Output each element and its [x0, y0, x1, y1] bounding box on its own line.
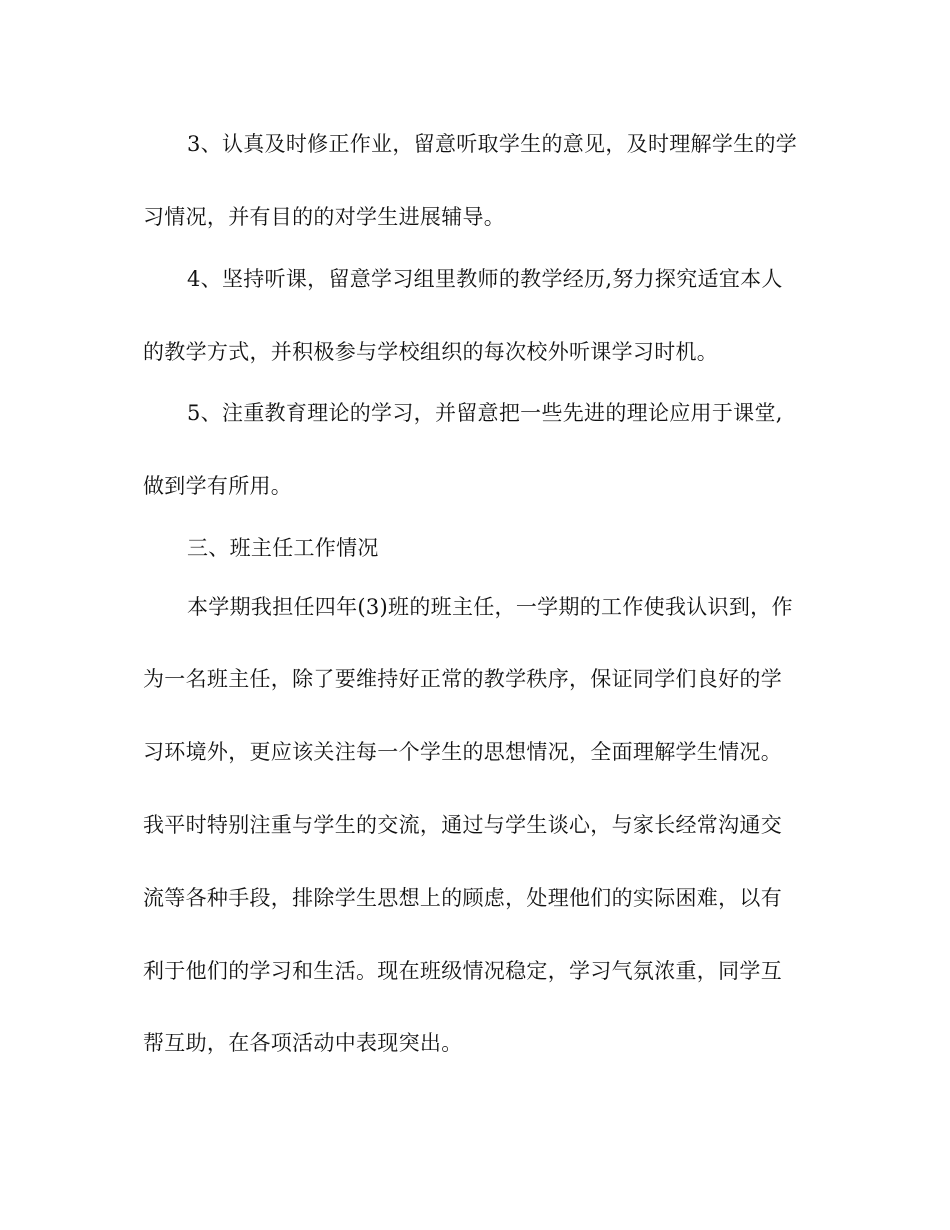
body-line-5: 流等各种手段，排除学生思想上的顾虑，处理他们的实际困难，以有 [143, 886, 782, 910]
paragraph-4-line-2: 的教学方式，并积极参与学校组织的每次校外听课学习时机。 [143, 340, 719, 364]
body-line-7: 帮互助，在各项活动中表现突出。 [143, 1031, 463, 1055]
paragraph-5-line-2: 做到学有所用。 [143, 474, 293, 498]
section-heading: 三、班主任工作情况 [187, 536, 379, 560]
body-line-4: 我平时特别注重与学生的交流，通过与学生谈心，与家长经常沟通交 [143, 813, 782, 837]
body-line-2: 为一名班主任，除了要维持好正常的教学秩序，保证同学们良好的学 [143, 667, 782, 691]
body-line-1: 本学期我担任四年(3)班的班主任，一学期的工作使我认识到，作 [187, 595, 793, 619]
paragraph-3-line-1: 3、认真及时修正作业，留意听取学生的意见，及时理解学生的学 [187, 132, 798, 156]
paragraph-3-line-2: 习情况，并有目的的对学生进展辅导。 [143, 205, 506, 229]
body-line-6: 利于他们的学习和生活。现在班级情况稳定，学习气氛浓重，同学互 [143, 959, 782, 983]
paragraph-4-line-1: 4、坚持听课，留意学习组里教师的教学经历,努力探究适宜本人 [187, 267, 783, 291]
paragraph-5-line-1: 5、注重教育理论的学习，并留意把一些先进的理论应用于课堂, [187, 401, 783, 425]
body-line-3: 习环境外，更应该关注每一个学生的思想情况，全面理解学生情况。 [143, 740, 782, 764]
